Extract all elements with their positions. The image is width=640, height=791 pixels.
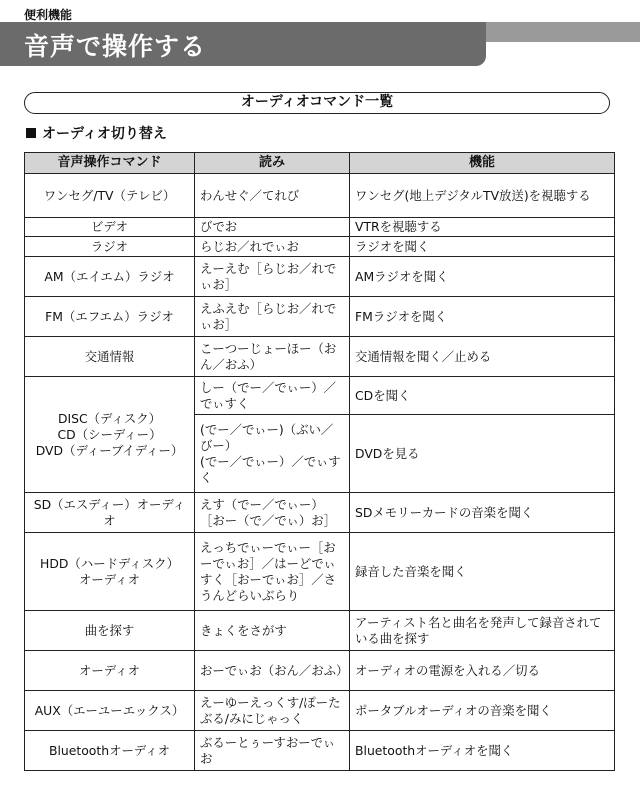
table-row	[25, 731, 615, 771]
function-cell: 交通情報を聞く／止める	[350, 337, 615, 377]
function-cell: 録音した音楽を聞く	[350, 533, 615, 611]
reading-cell: らじお／れでぃお	[195, 237, 350, 257]
function-cell: ラジオを聞く	[350, 237, 615, 257]
function-cell: ポータブルオーディオの音楽を聞く	[350, 691, 615, 731]
command-cell: 交通情報	[25, 337, 195, 377]
table-row	[25, 651, 615, 691]
table-header-row	[25, 153, 615, 174]
subsection-label: オーディオ切り替え	[42, 126, 167, 142]
reading-cell: えす（でー／でぃー） ［おー（で／でぃ）お］	[195, 493, 350, 533]
reading-cell: おーでぃお（おん／おふ）	[195, 651, 350, 691]
page-title: 音声で操作する	[24, 32, 207, 61]
function-cell: AMラジオを聞く	[350, 257, 615, 297]
command-cell: ワンセグ/TV（テレビ）	[25, 174, 195, 218]
table-row	[25, 297, 615, 337]
square-bullet-icon	[26, 128, 36, 138]
table-row	[25, 337, 615, 377]
reading-cell: えっちでぃーでぃー［おーでぃお］／はーどでぃすく［おーでぃお］／さうんどらいぶらり	[195, 533, 350, 611]
command-cell: DISC（ディスク） CD（シーディー） DVD（ディーブイディー）	[25, 377, 195, 493]
title-bar-strip	[486, 22, 640, 42]
command-cell: AM（エイエム）ラジオ	[25, 257, 195, 297]
command-cell: AUX（エーユーエックス）	[25, 691, 195, 731]
command-cell: ビデオ	[25, 218, 195, 237]
function-cell: アーティスト名と曲名を発声して録音されている曲を探す	[350, 611, 615, 651]
command-table	[24, 152, 615, 771]
reading-cell: わんせぐ／てれび	[195, 174, 350, 218]
function-cell: SDメモリーカードの音楽を聞く	[350, 493, 615, 533]
column-header-reading: 読み	[195, 153, 350, 174]
table-row	[25, 174, 615, 218]
command-cell: FM（エフエム）ラジオ	[25, 297, 195, 337]
table-row	[25, 218, 615, 237]
reading-cell: びでお	[195, 218, 350, 237]
reading-cell: えーゆーえっくす/ぽーたぶる/みにじゃっく	[195, 691, 350, 731]
function-cell: CDを聞く	[350, 377, 615, 415]
table-row	[25, 237, 615, 257]
function-cell: DVDを見る	[350, 415, 615, 493]
command-cell: ラジオ	[25, 237, 195, 257]
column-header-command: 音声操作コマンド	[25, 153, 195, 174]
table-row	[25, 257, 615, 297]
reading-cell: えーえむ［らじお／れでぃお］	[195, 257, 350, 297]
command-cell: SD（エスディー）オーディオ	[25, 493, 195, 533]
command-cell: HDD（ハードディスク） オーディオ	[25, 533, 195, 611]
command-cell: Bluetoothオーディオ	[25, 731, 195, 771]
list-title: オーディオコマンド一覧	[24, 92, 610, 114]
reading-cell: こーつーじょーほー（おん／おふ）	[195, 337, 350, 377]
reading-cell: えふえむ［らじお／れでぃお］	[195, 297, 350, 337]
table-row	[25, 691, 615, 731]
reading-cell: きょくをさがす	[195, 611, 350, 651]
function-cell: ワンセグ(地上デジタルTV放送)を視聴する	[350, 174, 615, 218]
command-cell: オーディオ	[25, 651, 195, 691]
table-row	[25, 533, 615, 611]
table-row	[25, 611, 615, 651]
function-cell: オーディオの電源を入れる／切る	[350, 651, 615, 691]
table-row	[25, 377, 615, 415]
reading-cell: (でー／でぃー)（ぶい／びー） (でー／でぃー）／でぃすく	[195, 415, 350, 493]
table-row	[25, 493, 615, 533]
reading-cell: ぶるーとぅーすおーでぃお	[195, 731, 350, 771]
reading-cell: しー（でー／でぃー）／でぃすく	[195, 377, 350, 415]
command-cell: 曲を探す	[25, 611, 195, 651]
section-label: 便利機能	[24, 8, 73, 22]
function-cell: Bluetoothオーディオを聞く	[350, 731, 615, 771]
column-header-function: 機能	[350, 153, 615, 174]
function-cell: VTRを視聴する	[350, 218, 615, 237]
subsection-heading	[26, 123, 167, 143]
function-cell: FMラジオを聞く	[350, 297, 615, 337]
